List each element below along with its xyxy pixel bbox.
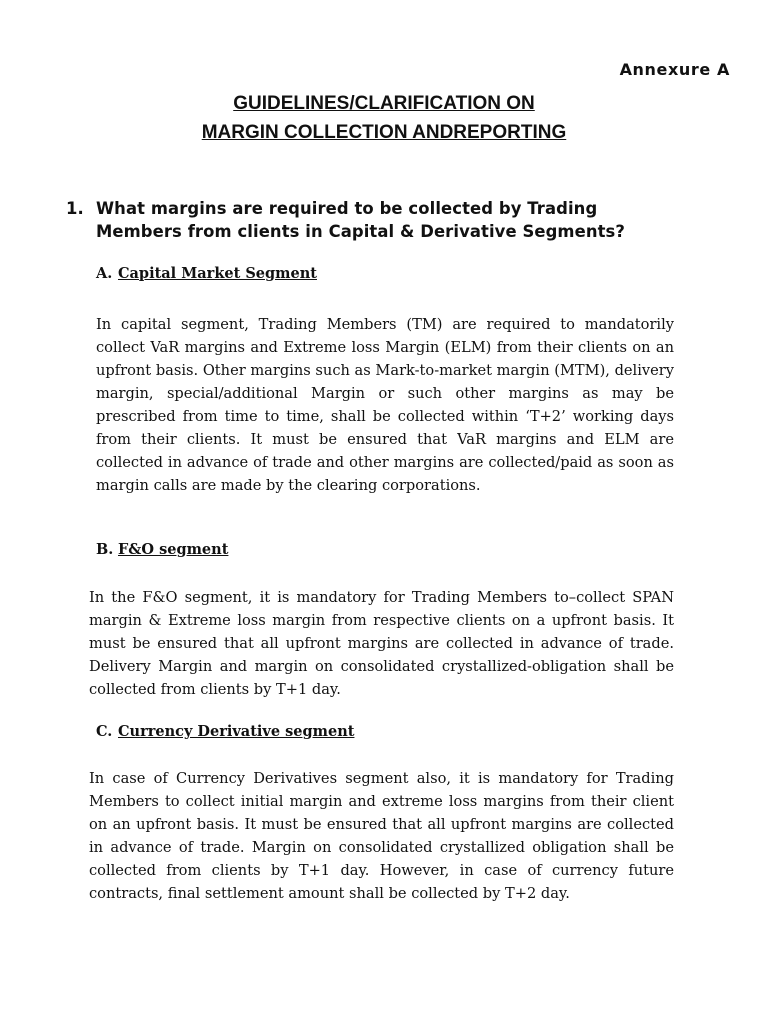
question-1 <box>66 197 686 243</box>
section-b-letter: B. <box>96 541 114 558</box>
section-a-heading <box>96 265 317 282</box>
title-line-1: GUIDELINES/CLARIFICATION ON <box>233 93 535 114</box>
section-c-body: In case of Currency Derivatives segment also, it is mandatory for Trading Members to collect initial margin and extreme loss margins from their client on an upfront basis. It must be ensured that all upfront margins are collected in advance of trade. Margin on consolidated crystallized obligation shall be collected from clients by T+1 day. However, in case of currency future contracts, final settlement amount shall be collected by T+2 day. <box>89 770 674 902</box>
section-a-title: Capital Market Segment <box>118 265 317 282</box>
section-a-letter: A. <box>96 265 113 282</box>
section-b-body: In the F&O segment, it is mandatory for Trading Members to–collect SPAN margin & Extreme loss margin from respective clients on a upfront basis. It must be ensured that all upfront margins are collected in advance of trade. Delivery Margin and margin on consolidated crystallized-obligation shall be collected from clients by T+1 day. <box>89 589 674 698</box>
question-text: What margins are required to be collected by Trading Members from clients in Capital & Derivative Segments? <box>96 199 625 241</box>
section-c-title: Currency Derivative segment <box>118 723 355 740</box>
section-b-heading <box>96 541 228 558</box>
annexure-label: Annexure A <box>619 60 730 79</box>
section-b-title: F&O segment <box>118 541 229 558</box>
section-a-body: In capital segment, Trading Members (TM) are required to mandatorily collect VaR margins and Extreme loss Margin (ELM) from their clients on an upfront basis. Other margins such as Mark-to-market margin (MTM), delivery margin, special/additional Margin or such other margins as may be prescribed from time to time, shall be collected within ‘T+2’ working days from their clients. It must be ensured that VaR margins and ELM are collected in advance of trade and other margins are collected/paid as soon as margin calls are made by the clearing corporations. <box>96 316 674 494</box>
title-line-2: MARGIN COLLECTION ANDREPORTING <box>201 122 567 143</box>
section-c-letter: C. <box>96 723 113 740</box>
question-number: 1. <box>66 199 84 218</box>
section-c-heading <box>96 723 354 740</box>
